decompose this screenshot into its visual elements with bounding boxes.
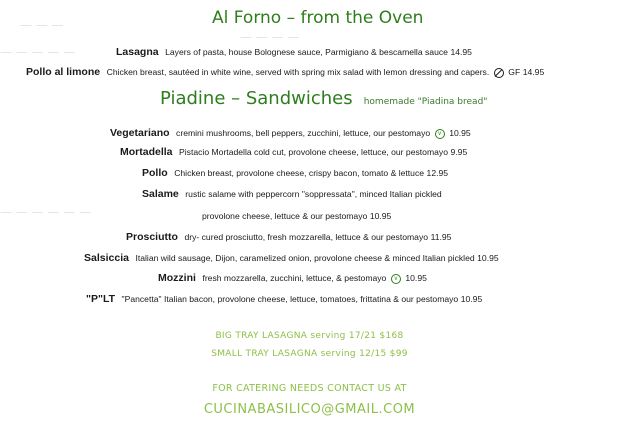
item-description: "Pancetta" Italian bacon, provolone cheese, lettuce, tomatoes, frittatina & our pestomayo	[121, 294, 459, 304]
section-title-piadine	[160, 88, 487, 109]
menu-item	[142, 188, 442, 200]
menu-item	[110, 127, 471, 139]
item-description: Pistacio Mortadella cold cut, provolone cheese, lettuce, our pestomayo	[179, 147, 448, 157]
item-name: Salsiccia	[84, 252, 129, 264]
item-description: fresh mozzarella, zucchini, lettuce, & pestomayo	[202, 273, 387, 283]
item-price: 10.95	[477, 253, 499, 263]
item-price: 10.95	[460, 294, 483, 304]
menu-item	[116, 46, 472, 58]
item-name: Vegetariano	[110, 127, 170, 139]
menu-item	[120, 146, 467, 158]
item-name: Salame	[142, 188, 179, 200]
item-price: 14.95	[522, 67, 545, 77]
item-name: Pollo al limone	[26, 66, 101, 78]
bleed-through-text: — — — — —	[0, 45, 76, 59]
item-description-cont: provolone cheese, lettuce & our pestomayo	[202, 211, 368, 221]
item-description: cremini mushrooms, bell peppers, zucchini, lettuce, our pestomayo	[176, 128, 431, 138]
item-price: 10.95	[369, 211, 392, 221]
item-price: 14.95	[450, 47, 472, 57]
bleed-through-text: — — — — — —	[0, 205, 92, 219]
item-price: 10.95	[405, 273, 427, 283]
gluten-free-icon	[494, 68, 504, 78]
item-name: Mortadella	[120, 146, 173, 158]
item-name: Pollo	[142, 167, 168, 179]
item-name: "P"LT	[86, 293, 116, 305]
item-tag: GF	[508, 67, 521, 77]
item-description: Chicken breast, sautéed in white wine, served with spring mix salad with lemon dressing and capers.	[106, 67, 490, 77]
catering-email[interactable]: CUCINABASILICO@GMAIL.COM	[203, 402, 416, 417]
item-price: 9.95	[450, 147, 468, 157]
item-name: Lasagna	[116, 46, 159, 58]
menu-item	[86, 293, 482, 305]
bleed-through-text: — — — —	[240, 30, 300, 44]
menu-item	[142, 167, 448, 179]
item-description: Chicken breast, provolone cheese, crispy bacon, tomato & lettuce	[174, 168, 425, 178]
menu-item	[126, 231, 451, 243]
section-subtitle: homemade "Piadina bread"	[363, 97, 488, 107]
item-price: 11.95	[430, 232, 452, 242]
section-title-oven: Al Forno – from the Oven	[212, 8, 424, 28]
menu-item	[158, 272, 427, 284]
catering-note: FOR CATERING NEEDS CONTACT US AT	[212, 383, 407, 394]
item-description: rustic salame with peppercorn "soppressata", minced Italian pickled	[185, 189, 442, 199]
item-description: dry- cured prosciutto, fresh mozzarella, lettuce & our pestomayo	[184, 232, 429, 242]
item-description: Italian wild sausage, Dijon, caramelized onion, provolone cheese & minced Italian pickled	[135, 253, 475, 263]
bleed-through-text: — — —	[20, 18, 64, 32]
item-description: Layers of pasta, house Bolognese sauce, Parmigiano & bescamella sauce	[165, 47, 448, 57]
vegetarian-icon: v	[435, 129, 445, 139]
item-name: Prosciutto	[126, 231, 178, 243]
item-price: 10.95	[449, 128, 471, 138]
menu-item	[84, 252, 499, 264]
item-price: 12.95	[426, 168, 449, 178]
tray-small: SMALL TRAY LASAGNA serving 12/15 $99	[211, 349, 408, 359]
item-name: Mozzini	[158, 272, 196, 284]
tray-big: BIG TRAY LASAGNA serving 17/21 $168	[215, 331, 404, 341]
section-title-text: Piadine – Sandwiches	[160, 88, 353, 109]
menu-item-continuation	[202, 210, 391, 222]
menu-item	[26, 66, 544, 78]
vegetarian-icon: v	[391, 274, 401, 284]
